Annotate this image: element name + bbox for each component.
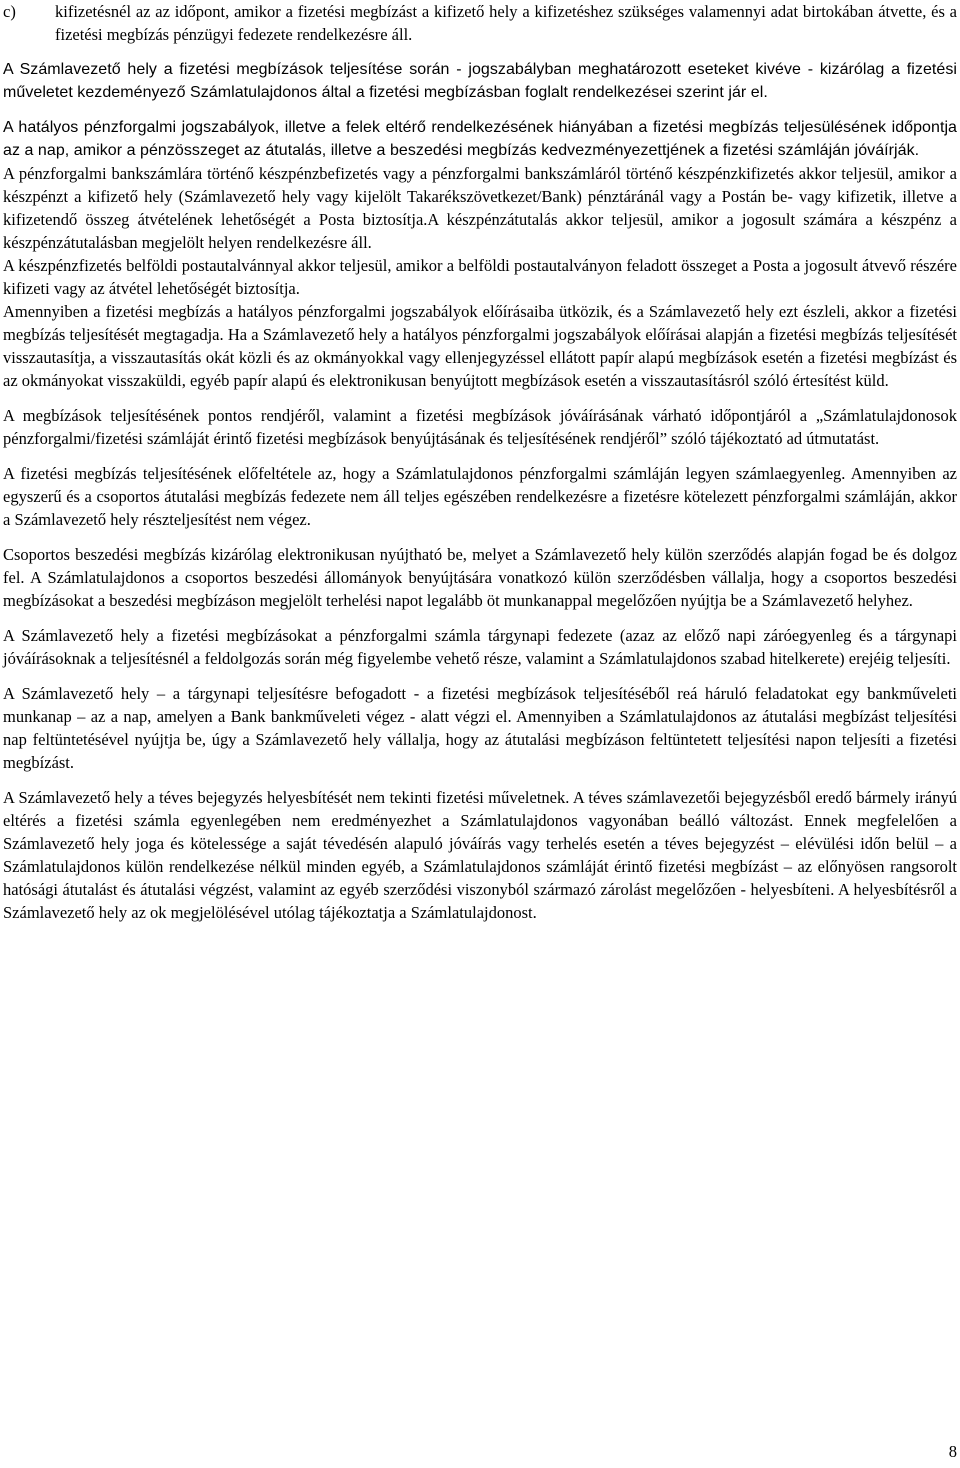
paragraph-execution-rules: A Számlavezető hely a fizetési megbízások teljesítése során - jogszabályban meghatározott eseteket kivéve - kizárólag a fizetési műveletet kezdeményező Számlatulajdonos által a fizetési megbízásban foglalt rendelkezései szerint jár el. xyxy=(3,61,957,101)
list-item-c xyxy=(3,0,957,46)
paragraph-balance-requirement: A fizetési megbízás teljesítésének előfeltétele az, hogy a Számlatulajdonos pénzforgalmi számláján legyen számlaegyenleg. Amennyiben az egyszerű és a csoportos átutalási megbízás fedezete nem áll teljes egészében rendelkezésre a fizetésre kötelezett pénzforgalmi számláján, akkor a Számlavezető hely részteljesítést nem végez. xyxy=(3,464,957,529)
paragraph-cash-deposit: A pénzforgalmi bankszámlára történő készpénzbefizetés vagy a pénzforgalmi bankszámláról történő készpénzkifizetés akkor teljesül, amikor a készpénzt a kifizető hely (Számlavezető hely vagy kijelölt Takarékszövetkezet/Bank) pénztáránál vagy a Postán be- vagy kifizetik, illetve a kifizetendő összeg átvételének lehetőségét a Posta biztosítja.A készpénzátutalás akkor teljesül, amikor a jogosult számára a készpénz a készpénzátutalásban megjelölt helyen rendelkezésre áll. xyxy=(3,164,957,252)
paragraph-group-collection: Csoportos beszedési megbízás kizárólag elektronikusan nyújtható be, melyet a Számlavezető hely külön szerződés alapján fogad be és dolgoz fel. A Számlatulajdonos a csoportos beszedési állományok benyújtására vonatkozó külön szerződésben vállalja, hogy a csoportos beszedési megbízásokat a beszedési megbízáson megjelölt terhelési napot legalább öt munkanappal megelőzően nyújtja be a Számlavezető helyhez. xyxy=(3,545,957,610)
list-marker: c) xyxy=(3,2,16,21)
paragraph-completion-time: A hatályos pénzforgalmi jogszabályok, illetve a felek eltérő rendelkezésének hiányában a fizetési megbízás teljesülésének időpontja az a nap, amikor a pénzösszeget az átutalás, illetve a beszedési megbízás kedvezményezettjének a fizetési számláján jóváírják. xyxy=(3,119,957,159)
paragraph-correction: A Számlavezető hely a téves bejegyzés helyesbítését nem tekinti fizetési műveletnek. A téves számlavezetői bejegyzésből eredő bármely irányú eltérés a fizetési számla egyenlegében nem eredményezhet a Számlatulajdonos vagyonában beálló változást. Ennek megfelelően a Számlavezető hely joga és kötelessége a saját tévedésén alapuló jóváírás vagy terhelés esetén a téves bejegyzést – elévülési időn belül – a Számlatulajdonos külön rendelkezése nélkül minden egyéb, a Számlatulajdonos számláját érintő fizetési megbízást – az előnyösen rangsorolt hatósági átutalást és átutalási végzést, valamint az egyéb szerződési viszonyból származó zárolást megelőzően - helyesbíteni. A helyesbítésről a Számlavezető hely az ok megjelölésével utólag tájékoztatja a Számlatulajdonost. xyxy=(3,788,957,922)
paragraph-postal-order: A készpénzfizetés belföldi postautalvánnyal akkor teljesül, amikor a belföldi postautalványon feladott összeget a Posta a jogosult átvevő részére kifizeti vagy az átvétel lehetőségét biztosítja. xyxy=(3,256,957,298)
page-number: 8 xyxy=(948,1442,957,1461)
list-item-text: kifizetésnél az az időpont, amikor a fizetési megbízást a kifizető hely a kifizetéshez szükséges valamennyi adat birtokában átvette, és a fizetési megbízás pénzügyi fedezete rendelkezésre áll. xyxy=(55,2,957,44)
paragraph-refusal: Amennyiben a fizetési megbízás a hatályos pénzforgalmi jogszabályok előírásaiba ütközik, és a Számlavezető hely ezt észleli, akkor a fizetési megbízás teljesítését megtagadja. Ha a Számlavezető hely a hatályos pénzforgalmi jogszabályok előírásai alapján a fizetési megbízás teljesítését visszautasítja, a visszautasítás okát közli és az okmányokkal vagy ellenjegyzéssel ellátott papír alapú megbízások esetén a fizetési megbízást és az okmányokat visszaküldi, egyéb papír alapú és elektronikusan benyújtott megbízások esetén a visszautasításról szóló értesítést küld. xyxy=(3,302,957,390)
paragraph-coverage: A Számlavezető hely a fizetési megbízásokat a pénzforgalmi számla tárgynapi fedezete (azaz az előző napi záróegyenleg és a tárgynapi jóváírásoknak a teljesítésnél a feldolgozás során még figyelembe vehető része, valamint a Számlatulajdonos szabad hitelkerete) erejéig teljesíti. xyxy=(3,626,957,668)
document-page xyxy=(3,0,957,924)
paragraph-banking-day: A Számlavezető hely – a tárgynapi teljesítésre befogadott - a fizetési megbízások teljesítéséből reá háruló feladatokat egy bankműveleti munkanap – az a nap, amelyen a Bank bankműveleti végez - alatt végzi el. Amennyiben a Számlatulajdonos az átutalási megbízást teljesítési nap feltüntetésével nyújtja be, úgy a Számlavezető hely vállalja, hogy az átutalási megbízáson feltüntetett teljesítési napon teljesíti a fizetési megbízást. xyxy=(3,684,957,772)
paragraph-guide: A megbízások teljesítésének pontos rendjéről, valamint a fizetési megbízások jóváírásának várható időpontjáról a „Számlatulajdonosok pénzforgalmi/fizetési számláját érintő fizetési megbízások benyújtásának és teljesítésének rendjéről” szóló tájékoztató ad útmutatást. xyxy=(3,406,957,448)
